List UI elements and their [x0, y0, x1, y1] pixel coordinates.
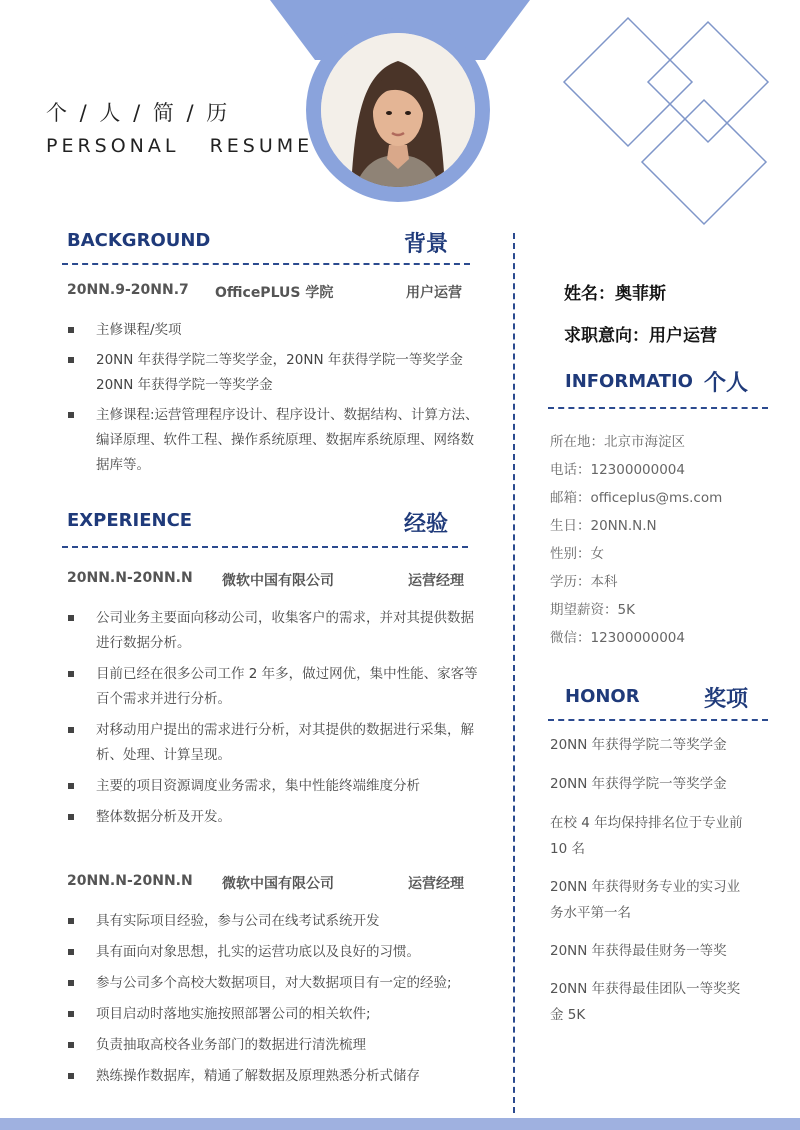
honor-item: 20NN 年获得最佳财务一等奖 — [550, 943, 727, 959]
job-role: 运营经理 — [408, 573, 464, 589]
honor-item: 在校 4 年均保持排名位于专业前 10 名 — [550, 815, 743, 857]
education-major: 用户运营 — [406, 285, 462, 301]
list-item: 项目启动时落地实施按照部署公司的相关软件; — [66, 1002, 496, 1027]
info-heading-en: INFORMATIO — [565, 371, 693, 392]
column-divider — [513, 233, 515, 1113]
list-item: 熟练操作数据库，精通了解数据及原理熟悉分析式储存 — [66, 1064, 496, 1089]
list-item: 主要的项目资源调度业务需求，集中性能终端维度分析 — [66, 774, 486, 799]
honor-heading-cn: 奖项 — [704, 687, 749, 712]
honor-item: 20NN 年获得学院二等奖学金 — [550, 737, 727, 753]
job-2-list — [66, 909, 496, 1089]
profile-photo — [321, 33, 475, 187]
experience-heading-en: EXPERIENCE — [67, 510, 193, 531]
list-item: 主修课程:运营管理程序设计、程序设计、数据结构、计算方法、编译原理、软件工程、操作系统原理、数据库系统原理、网络数据库等。 — [66, 403, 486, 478]
info-gender: 性别：女 — [550, 546, 604, 562]
list-item: 公司业务主要面向移动公司，收集客户的需求，并对其提供数据进行数据分析。 — [66, 606, 486, 656]
list-item: 20NN 年获得学院二等奖学金，20NN 年获得学院一等奖学金 20NN 年获得学院一等奖学金 — [66, 348, 486, 398]
background-underline — [62, 263, 470, 265]
info-heading-cn: 个人 — [704, 371, 749, 396]
education-school: OfficePLUS 学院 — [215, 285, 334, 301]
photo-frame — [306, 18, 490, 202]
list-item: 整体数据分析及开发。 — [66, 805, 486, 830]
list-item: 主修课程/奖项 — [66, 318, 486, 343]
honor-underline — [548, 719, 768, 721]
list-item: 具有面向对象思想，扎实的运营功底以及良好的习惯。 — [66, 940, 496, 965]
job-company: 微软中国有限公司 — [222, 876, 334, 892]
honor-item: 20NN 年获得最佳团队一等奖奖金 5K — [550, 981, 741, 1023]
info-email: 邮箱：officeplus@ms.com — [550, 490, 723, 506]
list-item: 具有实际项目经验，参与公司在线考试系统开发 — [66, 909, 496, 934]
job-period: 20NN.N-20NN.N — [67, 873, 193, 889]
list-item: 对移动用户提出的需求进行分析，对其提供的数据进行采集，解析、处理、计算呈现。 — [66, 718, 486, 768]
diamond-decoration — [556, 14, 780, 238]
info-education: 学历：本科 — [550, 574, 618, 590]
info-location: 所在地：北京市海淀区 — [550, 434, 685, 450]
candidate-name: 姓名：奥菲斯 — [564, 284, 666, 304]
job-role: 运营经理 — [408, 876, 464, 892]
bottom-bar — [0, 1118, 800, 1130]
resume-title-en: PERSONAL RESUME — [46, 135, 314, 157]
info-birthday: 生日：20NN.N.N — [550, 518, 657, 534]
experience-underline — [62, 546, 468, 548]
resume-title-cn: 个 / 人 / 简 / 历 — [46, 101, 231, 125]
background-heading-en: BACKGROUND — [67, 230, 211, 251]
job-1-list — [66, 606, 486, 830]
honor-item: 20NN 年获得学院一等奖学金 — [550, 776, 727, 792]
education-period: 20NN.9-20NN.7 — [67, 282, 189, 298]
info-salary: 期望薪资：5K — [550, 602, 635, 618]
info-phone: 电话：12300000004 — [550, 462, 685, 478]
background-heading-cn: 背景 — [404, 232, 449, 257]
list-item: 负责抽取高校各业务部门的数据进行清洗梳理 — [66, 1033, 496, 1058]
list-item: 参与公司多个高校大数据项目，对大数据项目有一定的经验; — [66, 971, 496, 996]
job-objective: 求职意向：用户运营 — [564, 326, 717, 346]
info-underline — [548, 407, 768, 409]
job-period: 20NN.N-20NN.N — [67, 570, 193, 586]
honor-heading-en: HONOR — [565, 686, 640, 707]
list-item: 目前已经在很多公司工作 2 年多，做过网优，集中性能、家客等百个需求并进行分析。 — [66, 662, 486, 712]
background-list — [66, 318, 486, 478]
info-wechat: 微信：12300000004 — [550, 630, 685, 646]
honor-item: 20NN 年获得财务专业的实习业务水平第一名 — [550, 879, 741, 921]
job-company: 微软中国有限公司 — [222, 573, 334, 589]
experience-heading-cn: 经验 — [404, 512, 449, 537]
